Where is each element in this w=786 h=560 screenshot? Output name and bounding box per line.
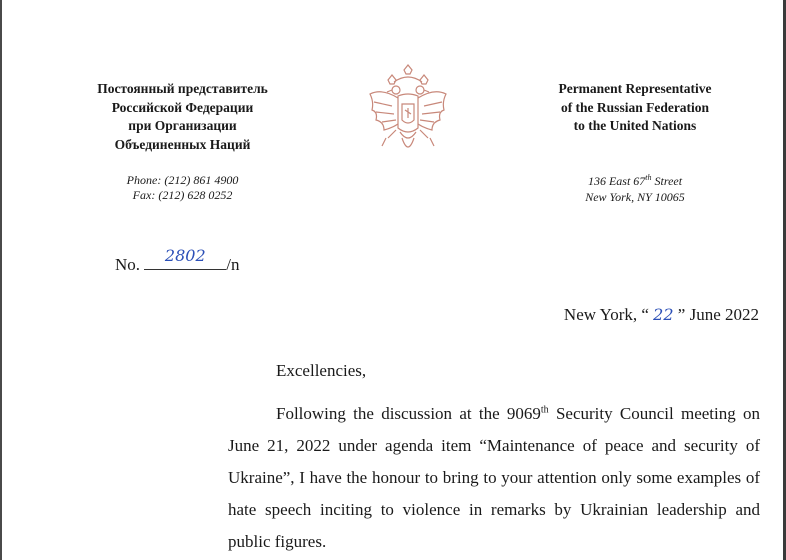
salutation: Excellencies, <box>276 361 367 380</box>
letterhead-ru-line: Российской Федерации <box>111 99 254 115</box>
contact-phone-fax <box>60 173 305 203</box>
street-address <box>520 170 750 189</box>
phone-number: Phone: (212) 861 4900 <box>126 173 239 187</box>
letterhead-en-line: of the Russian Federation <box>560 99 710 115</box>
mission-address <box>520 170 750 205</box>
page-left-edge <box>0 0 2 560</box>
dateline-prefix: New York, “ <box>563 305 649 324</box>
reference-blank <box>144 246 226 270</box>
letter-body <box>228 398 760 558</box>
letterhead-ru-line: Постоянный представитель <box>97 81 268 96</box>
street-name: Street <box>651 174 683 188</box>
street-number: 136 East 67 <box>587 174 646 188</box>
letterhead-en-line: to the United Nations <box>573 118 697 133</box>
handwritten-reference-number: 2802 <box>164 246 206 265</box>
body-paragraph <box>228 398 760 558</box>
dateline <box>564 305 759 325</box>
letterhead-ru-line: Объединенных Наций <box>114 136 251 152</box>
city-address: New York, NY 10065 <box>585 190 685 204</box>
russian-coat-of-arms-icon <box>360 64 456 164</box>
fax-number: Fax: (212) 628 0252 <box>132 188 233 202</box>
letterhead-russian <box>60 80 305 154</box>
dateline-suffix: ” June 2022 <box>677 305 759 324</box>
letterhead-ru-line: при Организации <box>128 118 237 133</box>
body-text: Security Council meeting on June 21, 2022 under agenda item “Maintenance of peace and security of Ukraine”, I have the honour to bring to your attention only some examples of hate speech inciting to violence in remarks by Ukrainian leadership and public figures. <box>228 404 761 551</box>
reference-prefix: No. <box>115 255 141 274</box>
letterhead-english <box>520 80 750 136</box>
reference-suffix: /n <box>226 255 240 274</box>
body-ordinal: th <box>540 404 549 416</box>
street-ordinal: th <box>645 173 652 182</box>
letterhead-en-line: Permanent Representative <box>558 81 712 96</box>
reference-number <box>115 246 240 275</box>
handwritten-day: 22 <box>653 305 674 324</box>
body-text: Following the discussion at the 9069 <box>276 404 541 423</box>
